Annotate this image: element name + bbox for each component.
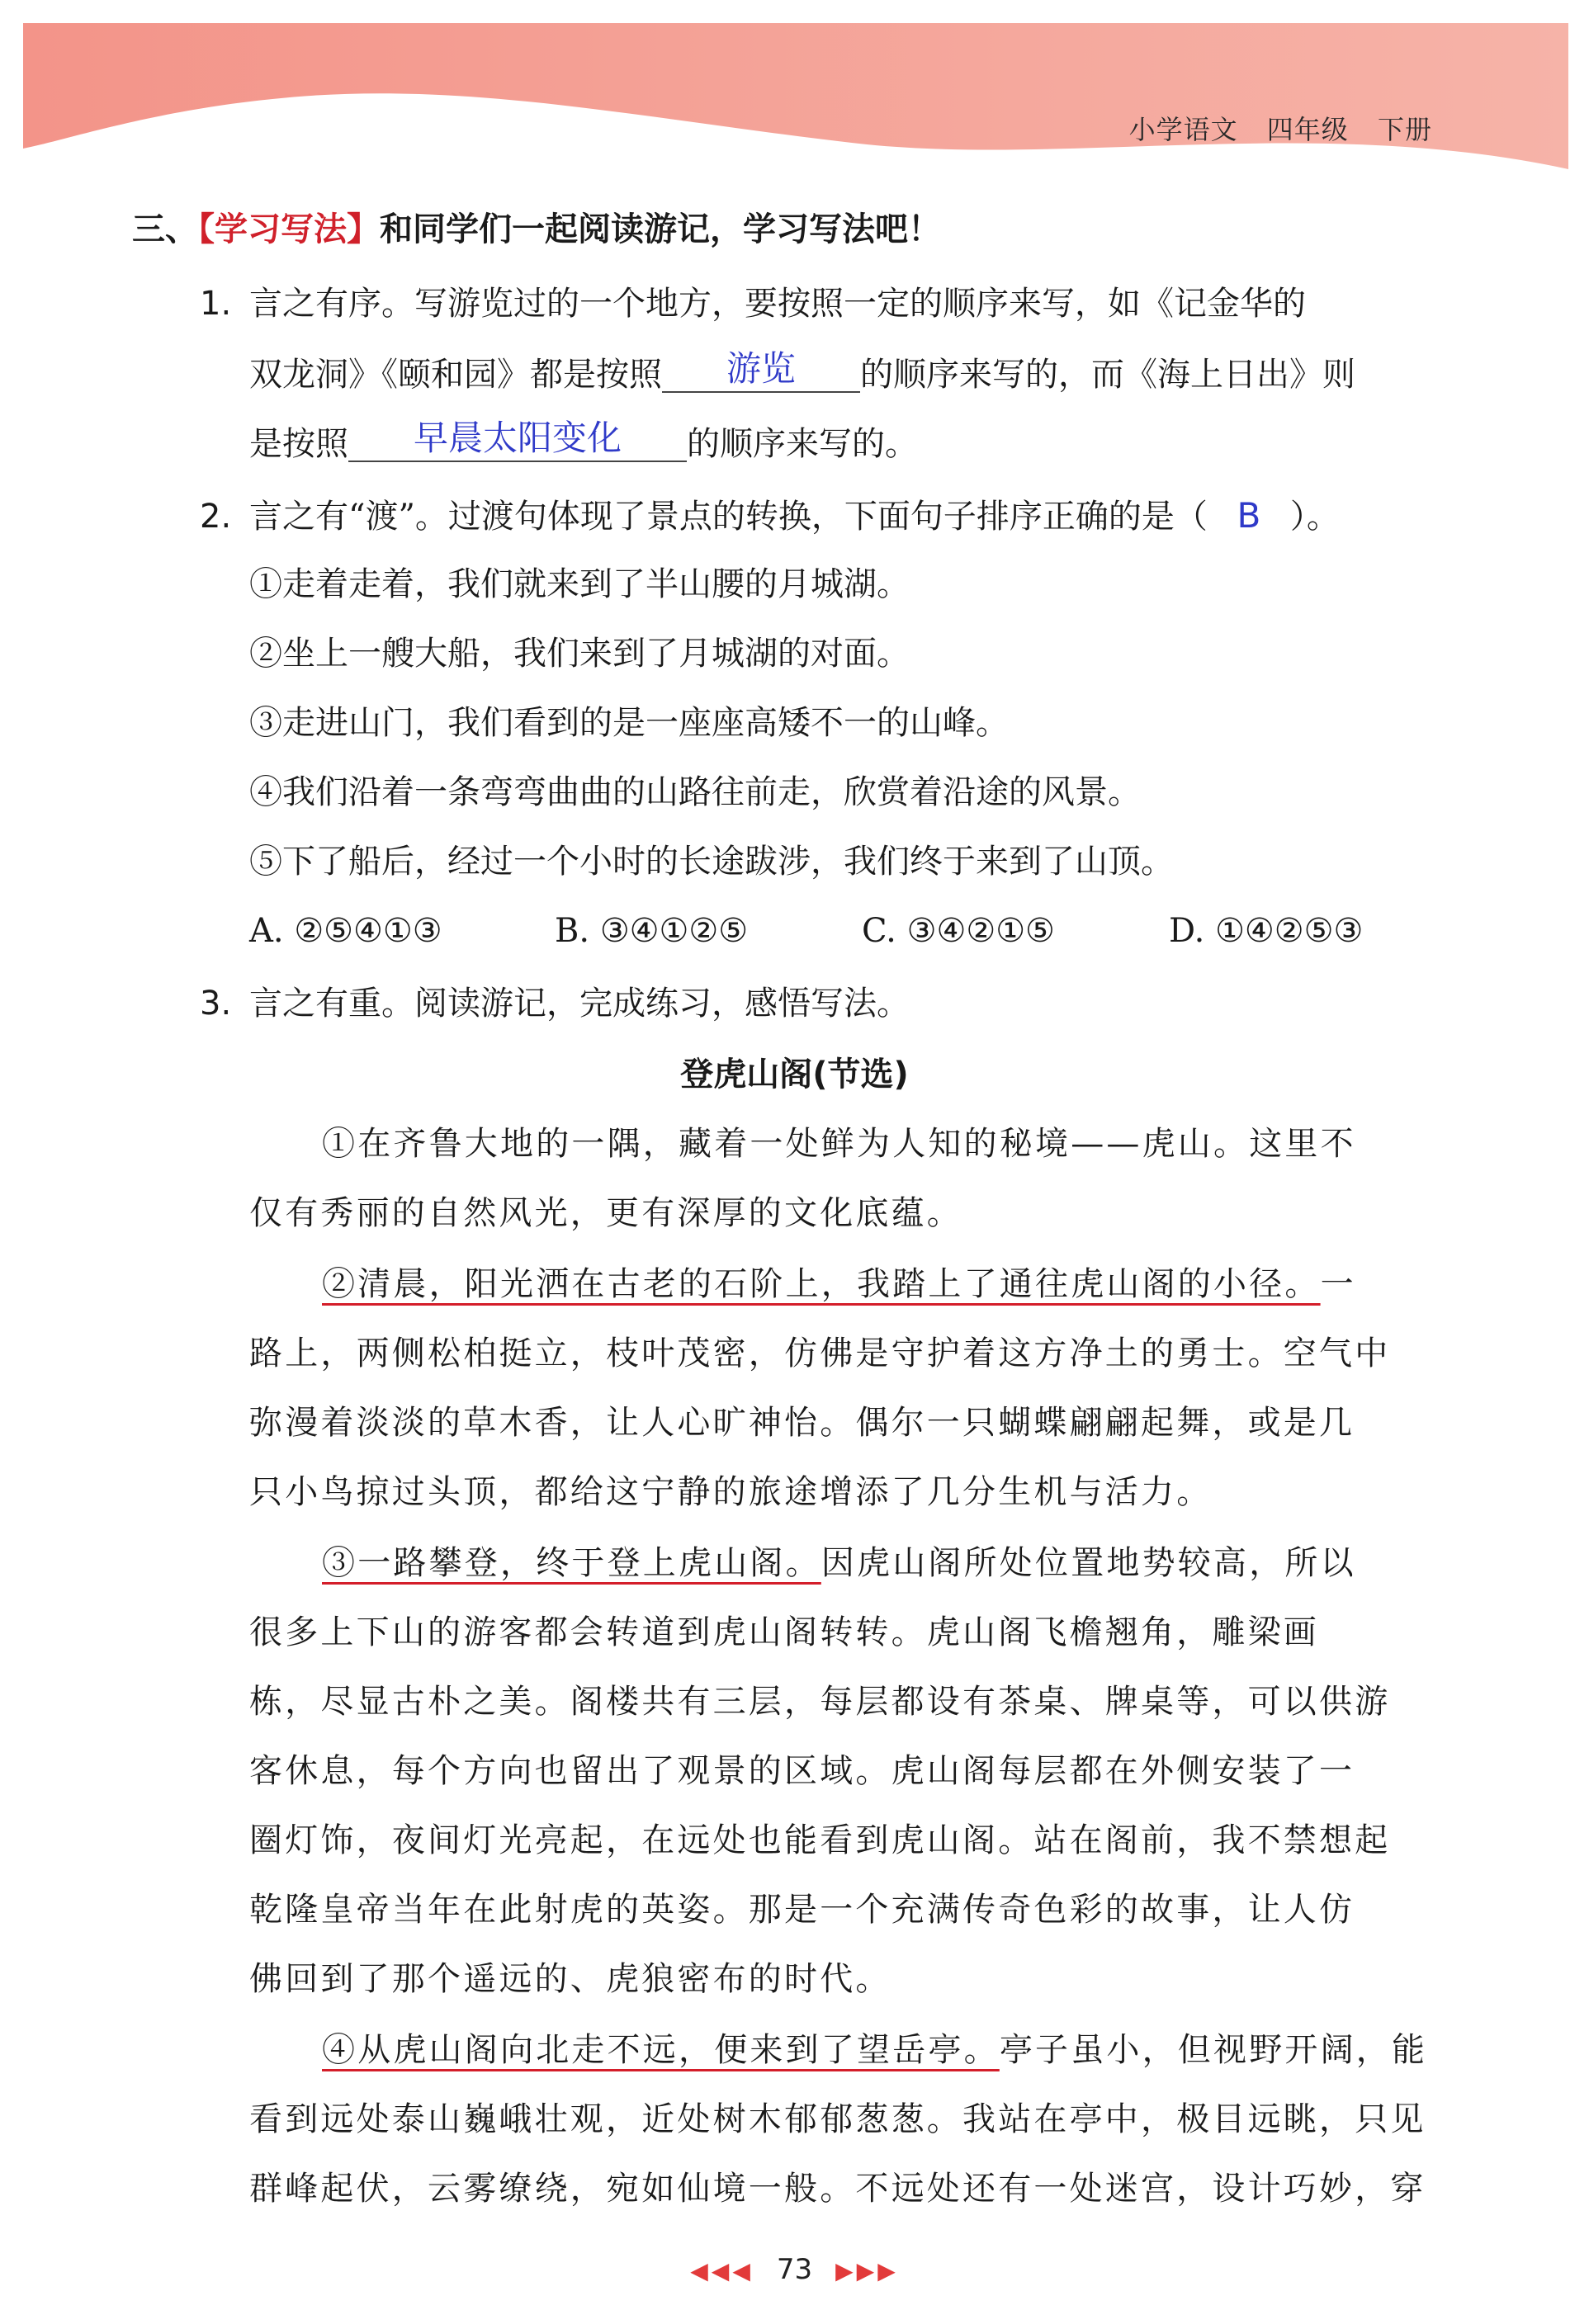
article-line — [322, 1544, 1356, 1582]
q2-number: 2. — [200, 498, 232, 536]
q3-number: 3. — [200, 985, 232, 1023]
article-line — [322, 1265, 1356, 1303]
book-label — [1129, 109, 1432, 147]
section-title-text: 和同学们一起阅读游记，学习写法吧！ — [380, 210, 941, 248]
grade-label: 四年级 — [1266, 114, 1349, 145]
page-footer — [0, 2253, 1589, 2286]
underlined-sentence: ④从虎山阁向北走不远，便来到了望岳亭。 — [322, 2031, 1000, 2069]
q2-options — [249, 912, 1364, 950]
q2-stem-a: 言之有“渡”。过渡句体现了景点的转换，下面句子排序正确的是（ — [249, 498, 1208, 536]
next-arrows-icon: ▶▶▶ — [835, 2257, 899, 2284]
q2-stem — [200, 495, 1340, 536]
article-line: 群峰起伏，云雾缭绕，宛如仙境一般。不远处还有一处迷宫，设计巧妙，穿 — [249, 2170, 1426, 2208]
article-line: ①在齐鲁大地的一隅，藏着一处鲜为人知的秘境——虎山。这里不 — [322, 1125, 1356, 1163]
article-line: 弥漫着淡淡的草木香，让人心旷神怡。偶尔一只蝴蝶翩翩起舞，或是几 — [249, 1404, 1355, 1442]
q1-line2 — [249, 348, 1355, 394]
q1-line1 — [200, 285, 1306, 323]
article-line: 仅有秀丽的自然风光，更有深厚的文化底蕴。 — [249, 1194, 962, 1232]
section-tag: 【学习写法】 — [198, 210, 380, 248]
q2-option-d: D. ①④②⑤③ — [1169, 912, 1364, 950]
article-line: 乾隆皇帝当年在此射虎的英姿。那是一个充满传奇色彩的故事，让人仿 — [249, 1891, 1355, 1929]
q2-sentence: ③走进山门，我们看到的是一座座高矮不一的山峰。 — [249, 704, 1009, 742]
article-line: 栋，尽显古朴之美。阁楼共有三层，每层都设有茶桌、牌桌等，可以供游 — [249, 1683, 1391, 1721]
q2-sentence: ②坐上一艘大船，我们来到了月城湖的对面。 — [249, 635, 910, 673]
article-line — [322, 2031, 1428, 2069]
volume-label: 下册 — [1377, 114, 1432, 145]
q2-answer: B — [1237, 495, 1261, 536]
subject-label: 小学语文 — [1128, 114, 1238, 145]
q3-stem-text: 言之有重。阅读游记，完成练习，感悟写法。 — [249, 985, 910, 1023]
page-number: 73 — [776, 2253, 813, 2286]
section-prefix: 三、 — [132, 210, 198, 248]
q1-line3 — [249, 418, 918, 463]
article-line: 圈灯饰，夜间灯光亮起，在远处也能看到虎山阁。站在阁前，我不禁想起 — [249, 1821, 1391, 1859]
q2-sentence: ④我们沿着一条弯弯曲曲的山路往前走，欣赏着沿途的风景。 — [249, 773, 1141, 811]
article-line: 路上，两侧松柏挺立，枝叶茂密，仿佛是守护着这方净土的勇士。空气中 — [249, 1334, 1391, 1372]
q2-option-b: B. ③④①②⑤ — [555, 912, 749, 950]
header-band — [0, 0, 1589, 198]
q1-answer-1: 游览 — [726, 348, 796, 389]
q1-answer-2: 早晨太阳变化 — [413, 418, 622, 458]
article-title: 登虎山阁(节选) — [680, 1056, 909, 1094]
q1-number: 1. — [200, 285, 232, 323]
q1-text-2a: 双龙洞》《颐和园》都是按照 — [249, 356, 662, 394]
article-line: 很多上下山的游客都会转道到虎山阁转转。虎山阁飞檐翘角，雕梁画 — [249, 1613, 1319, 1651]
q3-stem — [200, 985, 910, 1023]
q2-option-c: C. ③④②①⑤ — [862, 912, 1055, 950]
article-line: 客休息，每个方向也留出了观景的区域。虎山阁每层都在外侧安装了一 — [249, 1752, 1355, 1790]
prev-arrows-icon: ◀◀◀ — [690, 2257, 754, 2284]
q1-text-2b: 的顺序来写的，而《海上日出》则 — [860, 356, 1355, 394]
article-line: 只小鸟掠过头顶，都给这宁静的旅途增添了几分生机与活力。 — [249, 1473, 1213, 1511]
underlined-sentence: ③一路攀登，终于登上虎山阁。 — [322, 1544, 821, 1582]
article-text: 亭子虽小，但视野开阔，能 — [999, 2031, 1428, 2069]
header-wave — [0, 0, 1589, 198]
article-line: 看到远处泰山巍峨壮观，近处树木郁郁葱葱。我站在亭中，极目远眺，只见 — [249, 2100, 1426, 2138]
q2-sentence: ①走着走着，我们就来到了半山腰的月城湖。 — [249, 565, 910, 603]
q2-option-a: A. ②⑤④①③ — [249, 912, 442, 950]
q1-text-3b: 的顺序来写的。 — [687, 425, 918, 463]
q1-blank-1 — [662, 348, 860, 393]
q1-text-3a: 是按照 — [249, 425, 348, 463]
article-text: 一 — [1320, 1265, 1356, 1303]
q1-blank-2 — [348, 418, 687, 462]
section-title — [132, 210, 941, 248]
q2-stem-b: ）。 — [1289, 498, 1340, 536]
underlined-sentence: ②清晨，阳光洒在古老的石阶上，我踏上了通往虎山阁的小径。 — [322, 1265, 1321, 1303]
q1-text: 言之有序。写游览过的一个地方，要按照一定的顺序来写，如《记金华的 — [249, 285, 1306, 323]
q2-sentence: ⑤下了船后，经过一个小时的长途跋涉，我们终于来到了山顶。 — [249, 843, 1174, 881]
article-text: 因虎山阁所处位置地势较高，所以 — [821, 1544, 1356, 1582]
article-line: 佛回到了那个遥远的、虎狼密布的时代。 — [249, 1960, 891, 1998]
